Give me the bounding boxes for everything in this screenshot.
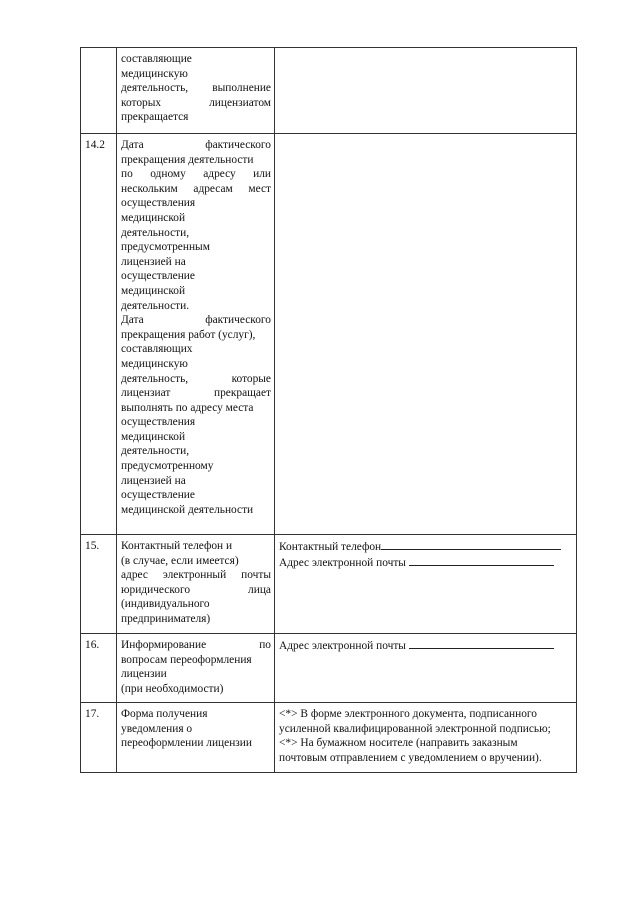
label-line: осуществление [121, 270, 195, 283]
label-line: юридического лица [121, 583, 271, 596]
row-number: 14.2 [81, 134, 117, 535]
label-line: Дата фактического [121, 314, 271, 327]
label-line: деятельности, [121, 226, 190, 239]
label-line: прекращения работ (услуг), [121, 328, 256, 341]
row-label [117, 134, 275, 535]
table-row [81, 703, 577, 773]
label-line: медицинскую [121, 67, 188, 80]
row-label [117, 703, 275, 773]
label-line: осуществления [121, 416, 196, 429]
label-line: деятельности. [121, 299, 190, 312]
label-line: прекращения деятельности [121, 153, 254, 166]
application-form-table [80, 47, 577, 773]
row-value [275, 535, 577, 634]
label-line: предусмотренному [121, 460, 214, 473]
label-line: адрес электронный почты [121, 569, 271, 582]
row-number: 15. [81, 535, 117, 634]
delivery-option-paper-cont: почтовым отправлением с уведомлением о вручении). [279, 751, 542, 764]
row-label [117, 535, 275, 634]
label-line: медицинской [121, 430, 186, 443]
delivery-option-electronic[interactable]: <*> В форме электронного документа, подписанного [279, 708, 537, 720]
label-line: медицинской деятельности [121, 503, 254, 516]
label-line: Информирование по [121, 639, 271, 651]
label-line: предпринимателя) [121, 612, 211, 625]
table-row [81, 48, 577, 134]
label-line: деятельность, выполнение [121, 82, 271, 95]
row-value [275, 134, 577, 535]
label-line: составляющих [121, 343, 193, 356]
label-line: деятельности, [121, 445, 190, 458]
label-line: уведомления о [121, 722, 193, 735]
label-line: осуществление [121, 489, 195, 502]
phone-underline [381, 539, 561, 550]
label-line: составляющие [121, 53, 192, 65]
label-line: лицензией на [121, 474, 186, 487]
label-line: деятельность, которые [121, 372, 271, 385]
label-line: лицензиат прекращает [121, 387, 271, 400]
label-line: (индивидуального [121, 598, 210, 611]
email-underline [409, 638, 554, 649]
label-line: прекращается [121, 111, 189, 124]
label-line: (при необходимости) [121, 682, 224, 695]
table-row [81, 134, 577, 535]
row-label [117, 48, 275, 134]
row-number: 17. [81, 703, 117, 773]
label-line: Дата фактического [121, 139, 271, 151]
row-number: 16. [81, 634, 117, 703]
label-line: выполнять по адресу места [121, 401, 254, 414]
label-line: которых лицензиатом [121, 96, 271, 109]
table-row [81, 535, 577, 634]
label-line: предусмотренным [121, 241, 210, 254]
row-label [117, 634, 275, 703]
label-line: (в случае, если имеется) [121, 554, 239, 567]
email-field[interactable] [279, 638, 573, 654]
delivery-option-electronic-cont: усиленной квалифицированной электронной подписью; [279, 722, 551, 735]
label-line: медицинской [121, 211, 186, 224]
label-line: по одному адресу или [121, 168, 271, 181]
email-underline [409, 555, 554, 566]
label-line: осуществления [121, 197, 196, 210]
label-line: Контактный телефон и [121, 540, 233, 552]
label-line: Форма получения [121, 708, 208, 720]
label-line: вопросам переоформления [121, 653, 252, 666]
email-field-label: Адрес электронной почты [279, 640, 406, 652]
label-line: нескольким адресам мест [121, 182, 271, 195]
label-line: медицинскую [121, 357, 188, 370]
table-row [81, 634, 577, 703]
delivery-option-paper[interactable]: <*> На бумажном носителе (направить заказным [279, 737, 518, 750]
email-field[interactable] [279, 555, 573, 571]
row-value [275, 703, 577, 773]
label-line: переоформлении лицензии [121, 737, 252, 750]
label-line: медицинской [121, 284, 186, 297]
row-value [275, 634, 577, 703]
email-field-label: Адрес электронной почты [279, 556, 406, 569]
phone-field[interactable] [279, 539, 573, 555]
label-line: лицензии [121, 668, 167, 681]
row-value [275, 48, 577, 134]
label-line: лицензией на [121, 255, 186, 268]
phone-field-label: Контактный телефон [279, 541, 382, 553]
row-number [81, 48, 117, 134]
